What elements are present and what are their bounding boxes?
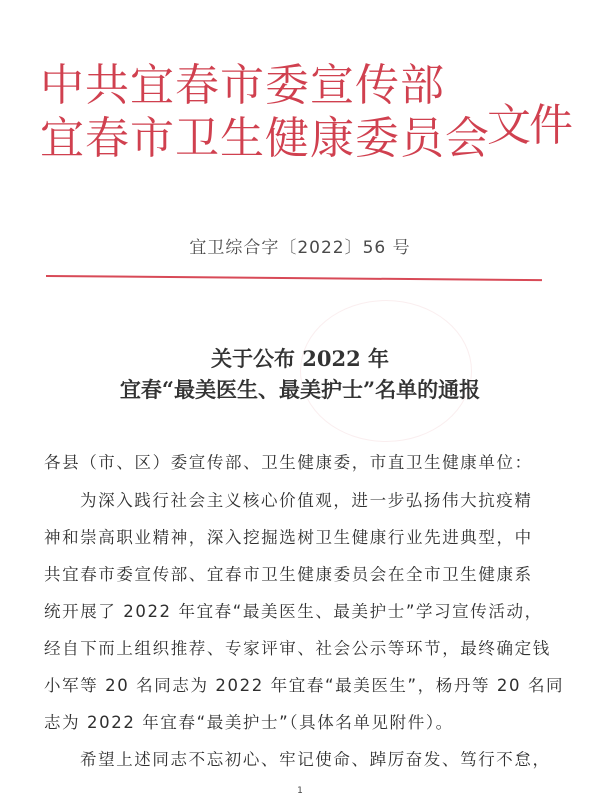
letterhead-org-health-commission: 宜春市卫生健康委员会 xyxy=(40,113,490,164)
document-title-line-1: 关于公布 2022 年 xyxy=(210,346,390,371)
salutation: 各县（市、区）委宣传部、卫生健康委，市直卫生健康单位： xyxy=(44,453,533,472)
body-text-line: 统开展了 2022 年宜春“最美医生、最美护士”学习宣传活动， xyxy=(44,602,543,621)
letterhead-document-suffix: 文件 xyxy=(487,100,571,151)
letterhead-org-propaganda: 中共宜春市委宣传部 xyxy=(40,60,445,111)
body-text-line: 神和崇高职业精神，深入挖掘选树卫生健康行业先进典型，中 xyxy=(44,528,533,547)
body-text-line: 经自下而上组织推荐、专家评审、社会公示等环节，最终确定钱 xyxy=(44,639,551,658)
body-text-line: 小军等 20 名同志为 2022 年宜春“最美医生”，杨丹等 20 名同 xyxy=(44,676,565,695)
body-text-line: 共宜春市委宣传部、宜春市卫生健康委员会在全市卫生健康系 xyxy=(44,565,533,584)
document-title-line-2: 宜春“最美医生、最美护士”名单的通报 xyxy=(119,377,481,402)
body-text-line: 希望上述同志不忘初心、牢记使命、踔厉奋发、笃行不怠， xyxy=(80,750,551,769)
document-number: 宜卫综合字〔2022〕56 号 xyxy=(189,238,411,258)
page-number: 1 xyxy=(297,786,303,796)
body-text-line: 志为 2022 年宜春“最美护士”（具体名单见附件）。 xyxy=(44,713,454,732)
red-divider-line xyxy=(46,275,542,281)
body-text-line: 为深入践行社会主义核心价值观，进一步弘扬伟大抗疫精 xyxy=(80,491,533,510)
